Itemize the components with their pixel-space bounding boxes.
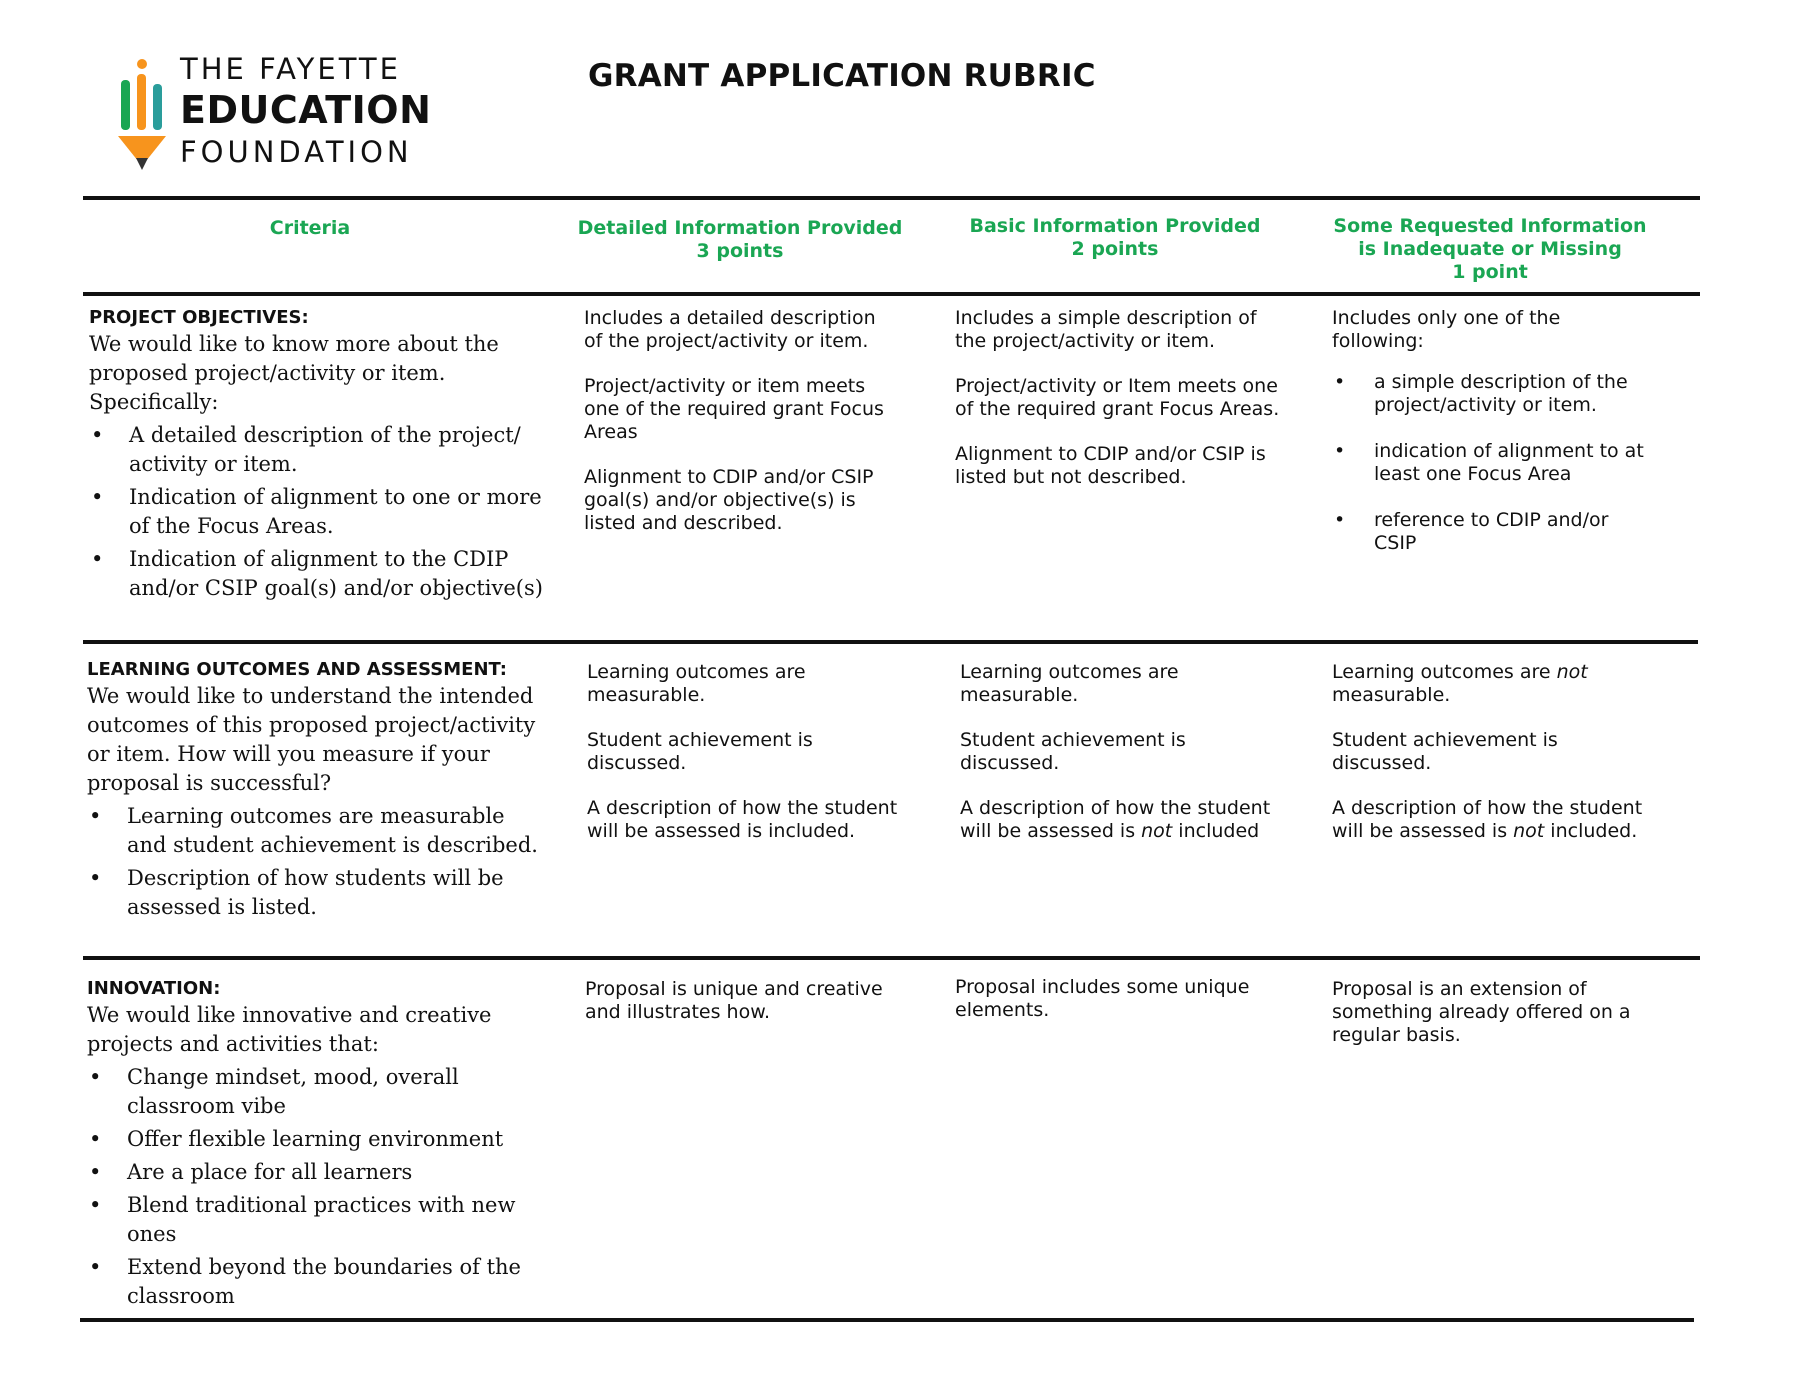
criteria-bullet-list: [87, 1063, 527, 1311]
foundation-logo: [118, 52, 438, 182]
detailed-innovation: Proposal is unique and creative and illustrates how.: [585, 978, 883, 1023]
document-title: GRANT APPLICATION RUBRIC: [588, 58, 1096, 94]
list-item: • reference to CDIP and/or CSIP: [1332, 509, 1652, 555]
basic-project-objectives: Includes a simple description of the project/activity or item. Project/activity or Item meets one of the required grant Focus Areas. Alignment to CDIP and/or CSIP is listed but not described.: [955, 307, 1280, 488]
criteria-title: INNOVATION:: [87, 978, 221, 999]
list-item: • A detailed description of the project/ activity or item.: [89, 421, 549, 479]
list-item: • Extend beyond the boundaries of the classroom: [87, 1253, 527, 1311]
pencil-logo-icon: [118, 58, 166, 170]
criteria-project-objectives: [89, 305, 549, 607]
list-item: • Change mindset, mood, overall classroom vibe: [87, 1063, 527, 1121]
basic-innovation: Proposal includes some unique elements.: [955, 976, 1250, 1021]
criteria-learning-outcomes: [87, 657, 547, 926]
table-top-rule: [83, 196, 1700, 200]
list-item: • Description of how students will be assessed is listed.: [87, 864, 547, 922]
column-header-some: Some Requested Information is Inadequate or Missing 1 point: [1333, 215, 1647, 283]
criteria-bullet-list: [87, 802, 547, 922]
column-header-criteria: Criteria: [269, 217, 351, 239]
some-bullet-list: [1332, 371, 1652, 555]
row-divider-1: [83, 640, 1698, 644]
header-bottom-rule: [83, 292, 1700, 296]
detailed-project-objectives: Includes a detailed description of the project/activity or item. Project/activity or item meets one of the required grant Focus Areas Alignment to CDIP and/or CSIP goal(s) and/or objective(s) is listed and described.: [584, 307, 884, 534]
criteria-intro: We would like to know more about the proposed project/activity or item. Specifically:: [89, 332, 499, 414]
list-item: • Offer flexible learning environment: [87, 1125, 527, 1154]
column-header-basic: Basic Information Provided 2 points: [969, 215, 1261, 260]
some-learning-outcomes: Learning outcomes are not measurable. Student achievement is discussed. A description of how the student will be assessed is not included.: [1332, 661, 1643, 842]
column-header-detailed: Detailed Information Provided 3 points: [577, 217, 903, 262]
list-item: • a simple description of the project/activity or item.: [1332, 371, 1652, 417]
logo-line-education: EDUCATION: [180, 88, 432, 132]
criteria-title: PROJECT OBJECTIVES:: [89, 307, 309, 328]
list-item: • Indication of alignment to one or more of the Focus Areas.: [89, 483, 549, 541]
row-divider-2: [83, 956, 1700, 960]
list-item: • Learning outcomes are measurable and student achievement is described.: [87, 802, 547, 860]
table-bottom-rule: [80, 1318, 1694, 1322]
criteria-intro: We would like to understand the intended outcomes of this proposed project/activity or item. How will you measure if your proposal is successful?: [87, 684, 536, 795]
basic-learning-outcomes: Learning outcomes are measurable. Student achievement is discussed. A description of how the student will be assessed is not included: [960, 661, 1271, 842]
list-item: • indication of alignment to at least one Focus Area: [1332, 440, 1652, 486]
logo-line-foundation: FOUNDATION: [180, 135, 413, 169]
list-item: • Blend traditional practices with new ones: [87, 1191, 527, 1249]
some-project-objectives: Includes only one of the following: • a simple description of the project/activity or item. • indication of alignment to at least one Focus Area • reference to CDIP and/or CSIP: [1332, 307, 1652, 578]
list-item: • Are a place for all learners: [87, 1158, 527, 1187]
some-innovation: Proposal is an extension of something already offered on a regular basis.: [1332, 978, 1631, 1046]
detailed-learning-outcomes: Learning outcomes are measurable. Student achievement is discussed. A description of how the student will be assessed is included.: [587, 661, 898, 842]
list-item: • Indication of alignment to the CDIP and/or CSIP goal(s) and/or objective(s): [89, 545, 549, 603]
criteria-bullet-list: [89, 421, 549, 603]
criteria-title: LEARNING OUTCOMES AND ASSESSMENT:: [87, 659, 508, 680]
criteria-intro: We would like innovative and creative projects and activities that:: [87, 1003, 492, 1056]
logo-line-the-fayette: THE FAYETTE: [180, 52, 401, 86]
criteria-innovation: [87, 976, 527, 1315]
